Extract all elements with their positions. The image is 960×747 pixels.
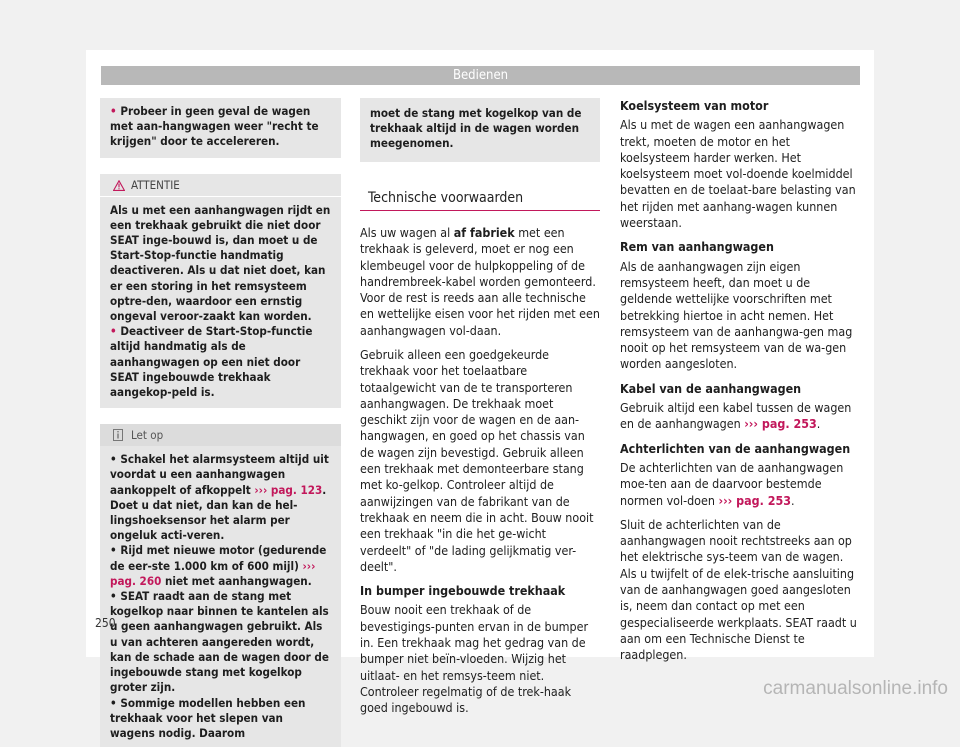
paragraph-text: De achterlichten van de aanhangwagen moe-ten aan de daarvoor bestemde normen vol-doen [620, 459, 844, 508]
note-bullet-4: Sommige modellen hebben een trekhaak voor het slepen van wagens nodig. Daarom [110, 695, 306, 740]
note-bullet-1-cont: . Doet u dat niet, dan kan de hel-lingshoeksensor het alarm per ongeluk acti-veren. [110, 482, 327, 543]
subheading: In bumper ingebouwde trekhaak [360, 583, 566, 599]
bullet-icon: • [110, 104, 117, 118]
warning-triangle-icon [113, 180, 125, 191]
bullet-box-top [100, 98, 341, 158]
section-title: Technische voorwaarden [360, 184, 600, 211]
paragraph [620, 460, 860, 509]
warning-label: ATTENTIE [131, 177, 180, 192]
note-label: Let op [131, 428, 164, 443]
page-link[interactable]: ››› pag. 123 [254, 482, 323, 497]
paragraph: Als u met de wagen een aanhangwagen trekt, moeten de motor en het koelsysteem harder werken. Het koelsysteem moet vol-doende koelmiddel bevatten en de toelaat-bare belasting van het rijden met aanhang-wagen kunnen weerstaan. [620, 117, 856, 231]
intro-bullet-text: Probeer in geen geval de wagen met aan-hangwagen weer "recht te krijgen" door te accelereren. [110, 104, 319, 149]
paragraph: Bouw nooit een trekhaak of de bevestigings-punten ervan in de bumper in. Een trekhaak mag het gedrag van de bumper niet beïn-vloeden. Wijzig het uitlaat- en het remsys-teem niet. Controleer regelmatig of de trek-haak goed ingebouwd is. [360, 602, 589, 716]
note-bullet-1: Schakel het alarmsysteem altijd uit voordat u een aanhangwagen aankoppelt of afkoppelt [110, 452, 329, 497]
paragraph-text: met een trekhaak is geleverd, moet er nog een klembeugel voor de hulpkoppeling of de handrembreek-kabel worden gemonteerd. Voor de rest is reeds aan alle technische en wettelijke eisen voor het rijden met een aanhangwagen vol-daan. [360, 224, 600, 338]
paragraph: Sluit de achterlichten van de aanhangwagen nooit rechtstreeks aan op het elektrische sys-teem van de wagen. Als u twijfelt of de elek-trische aansluiting van de aanhangwagen goed aangesloten is, neem dan contact op met een gespecialiseerde werkplaats. SEAT raadt u aan om een Technische Dienst te raadplegen. [620, 516, 857, 663]
section-header: Bedienen [101, 66, 860, 85]
page-link[interactable]: ››› pag. 253 [744, 416, 817, 432]
note-box [100, 424, 341, 747]
note-bullet-2: Rijd met nieuwe motor (gedurende de eer-ste 1.000 km of 600 mijl) [110, 543, 327, 573]
bullet-icon: • [110, 695, 117, 710]
paragraph-text: Gebruik altijd een kabel tussen de wagen en de aanhangwagen [620, 400, 852, 432]
note-body [100, 446, 341, 747]
column-middle [360, 98, 600, 725]
paragraph-text: . [816, 416, 821, 432]
paragraph: Als de aanhangwagen zijn eigen remsysteem heeft, dan moet u de geldende wettelijke voorschriften met betrekking hiertoe in acht nemen. Het remsysteem van de aanhangwa-gen mag nooit op het remsysteem van de wa-gen worden aangesloten. [620, 258, 853, 372]
column-left [100, 98, 341, 747]
note-continued-text: moet de stang met kogelkop van de trekhaak altijd in de wagen worden meegenomen. [370, 106, 582, 151]
emphasis-text: af fabriek [453, 224, 515, 240]
warning-text: Als u met een aanhangwagen rijdt en een trekhaak gebruikt die niet door SEAT inge-bouwd is, dan moet u de Start-Stop-functie handmatig deactiveren. Als u dat niet doet, kan er een storing in het remsysteem optre-den, waardoor een ernstig ongeval veroor-zaakt kan worden. [110, 202, 331, 324]
note-header [100, 424, 341, 446]
column-right [620, 98, 860, 672]
warning-box [100, 174, 341, 409]
subheading: Kabel van de aanhangwagen [620, 380, 802, 396]
paragraph-text: . [791, 492, 795, 508]
subheading: Koelsysteem van motor [620, 98, 769, 113]
warning-header [100, 174, 341, 197]
note-bullet-3: SEAT raadt aan de stang met kogelkop naar binnen te kantelen als u geen aanhangwagen gebruikt. Als u van achteren aangereden wordt, kan de schade aan de wagen door de ingebouwde stang met kogelkop groter zijn. [110, 589, 329, 695]
warning-body [100, 197, 341, 409]
bullet-icon: • [110, 589, 117, 604]
paragraph [620, 400, 860, 433]
page-number: 250 [95, 616, 116, 630]
note-box-continued [360, 98, 600, 162]
bullet-icon: • [110, 452, 117, 467]
paragraph [360, 225, 600, 339]
page-link[interactable]: ››› pag. 253 [718, 492, 792, 508]
bullet-icon: • [110, 324, 117, 339]
page-link[interactable]: ››› pag. 260 [110, 558, 316, 588]
subheading: Achterlichten van de aanhangwagen [620, 440, 851, 456]
info-icon [113, 429, 123, 441]
warning-bullet-text: Deactiveer de Start-Stop-functie altijd handmatig als de aanhangwagen op een niet door SEAT ingebouwde trekhaak aangekop-peld is. [110, 324, 313, 400]
subheading: Rem van aanhangwagen [620, 239, 774, 255]
paragraph-text: Als uw wagen al [360, 224, 454, 240]
bullet-icon: • [110, 543, 117, 558]
note-bullet-2-cont: niet met aanhangwagen. [161, 573, 312, 588]
paragraph: Gebruik alleen een goedgekeurde trekhaak voor het toelaatbare totaalgewicht van de te transporteren aanhangwagen. De trekhaak moet geschikt zijn voor de wagen en de aan-hangwagen, en goed op het chassis van de wagen zijn bevestigd. Gebruik alleen een trekhaak met demonteerbare stang met ko-gelkop. Controleer altijd de aanwijzingen van de fabrikant van de trekhaak en neem die in acht. Bouw nooit een trekhaak "in die het ge-wicht verdeelt" of "de lading gelijkmatig ver-deelt". [360, 346, 594, 574]
watermark: carmanualsonline.info [763, 678, 948, 699]
